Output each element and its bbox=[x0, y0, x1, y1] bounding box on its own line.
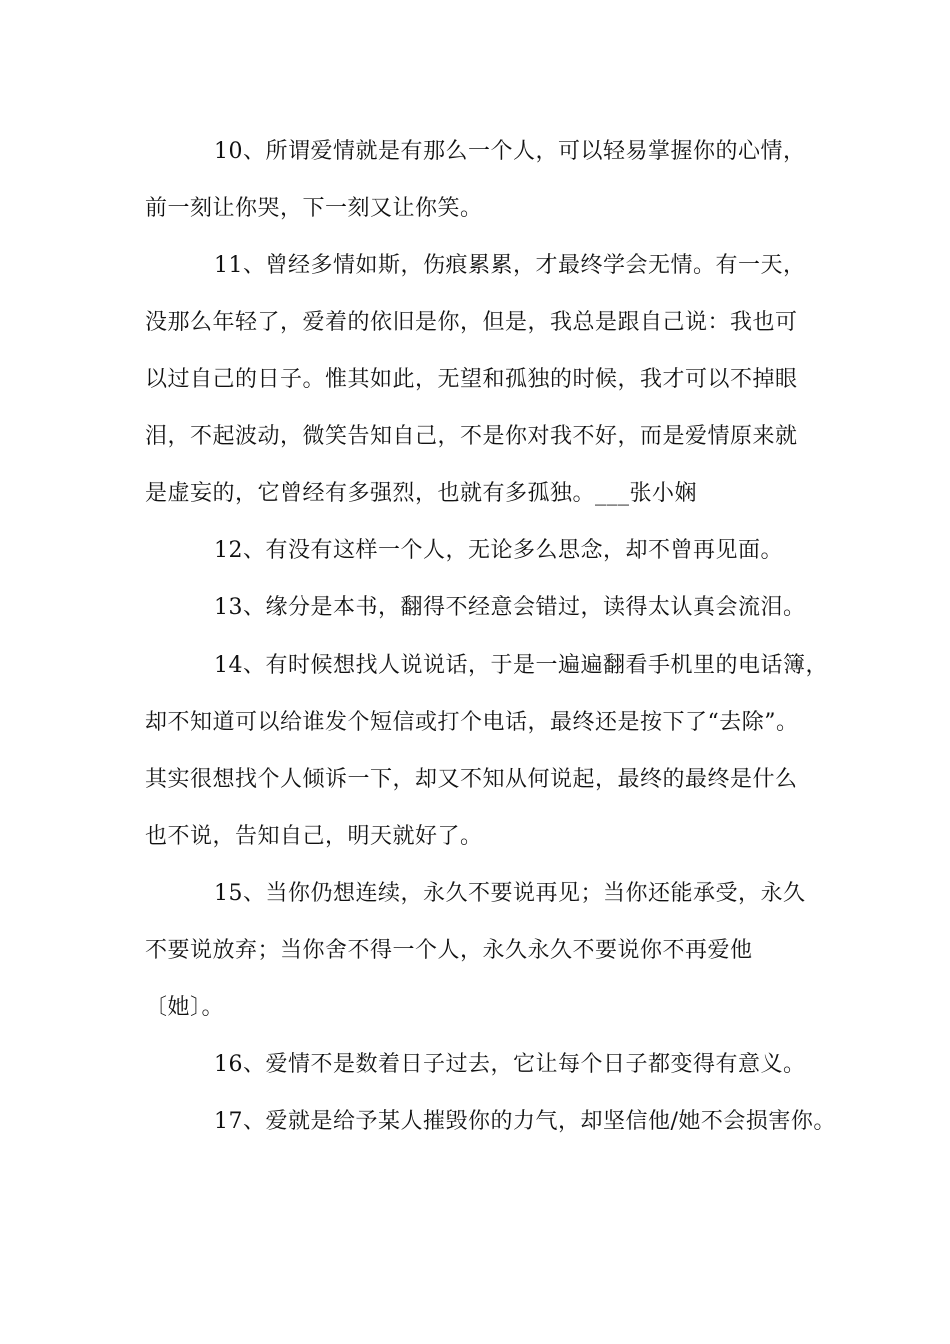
paragraph-17-line-1: 17、爱就是给予某人摧毁你的力气，却坚信他/她不会损害你。 bbox=[214, 1109, 836, 1134]
paragraph-11-line-3: 以过自己的日子。惟其如此，无望和孤独的时候，我才可以不掉眼 bbox=[145, 367, 798, 392]
paragraph-11-line-5: 是虚妄的，它曾经有多强烈，也就有多孤独。___张小娴 bbox=[145, 481, 698, 506]
paragraph-16-line-1: 16、爱情不是数着日子过去，它让每个日子都变得有意义。 bbox=[214, 1052, 806, 1077]
paragraph-13-line-1: 13、缘分是本书，翻得不经意会错过，读得太认真会流泪。 bbox=[214, 595, 806, 620]
paragraph-10-line-2: 前一刻让你哭，下一刻又让你笑。 bbox=[145, 196, 483, 221]
paragraph-14-line-4: 也不说，告知自己，明天就好了。 bbox=[145, 824, 483, 849]
paragraph-14-line-1: 14、有时候想找人说说话，于是一遍遍翻看手机里的电话簿， bbox=[214, 653, 828, 678]
paragraph-11-line-1: 11、曾经多情如斯，伤痕累累，才最终学会无情。有一天， bbox=[214, 253, 806, 278]
paragraph-15-line-1: 15、当你仍想连续，永久不要说再见；当你还能承受，永久 bbox=[214, 881, 806, 906]
paragraph-15-line-3: 〔她〕。 bbox=[145, 995, 225, 1020]
paragraph-10-line-1: 10、所谓爱情就是有那么一个人，可以轻易掌握你的心情， bbox=[214, 139, 806, 164]
paragraph-11-line-2: 没那么年轻了，爱着的依旧是你，但是，我总是跟自己说：我也可 bbox=[145, 310, 798, 335]
paragraph-15-line-2: 不要说放弃；当你舍不得一个人，永久永久不要说你不再爱他 bbox=[145, 938, 753, 963]
paragraph-11-line-4: 泪，不起波动，微笑告知自己，不是你对我不好，而是爱情原来就 bbox=[145, 424, 798, 449]
paragraph-12-line-1: 12、有没有这样一个人，无论多么思念，却不曾再见面。 bbox=[214, 538, 783, 563]
paragraph-14-line-3: 其实很想找个人倾诉一下，却又不知从何说起，最终的最终是什么 bbox=[145, 767, 798, 792]
paragraph-14-line-2: 却不知道可以给谁发个短信或打个电话，最终还是按下了“去除”。 bbox=[145, 710, 799, 735]
